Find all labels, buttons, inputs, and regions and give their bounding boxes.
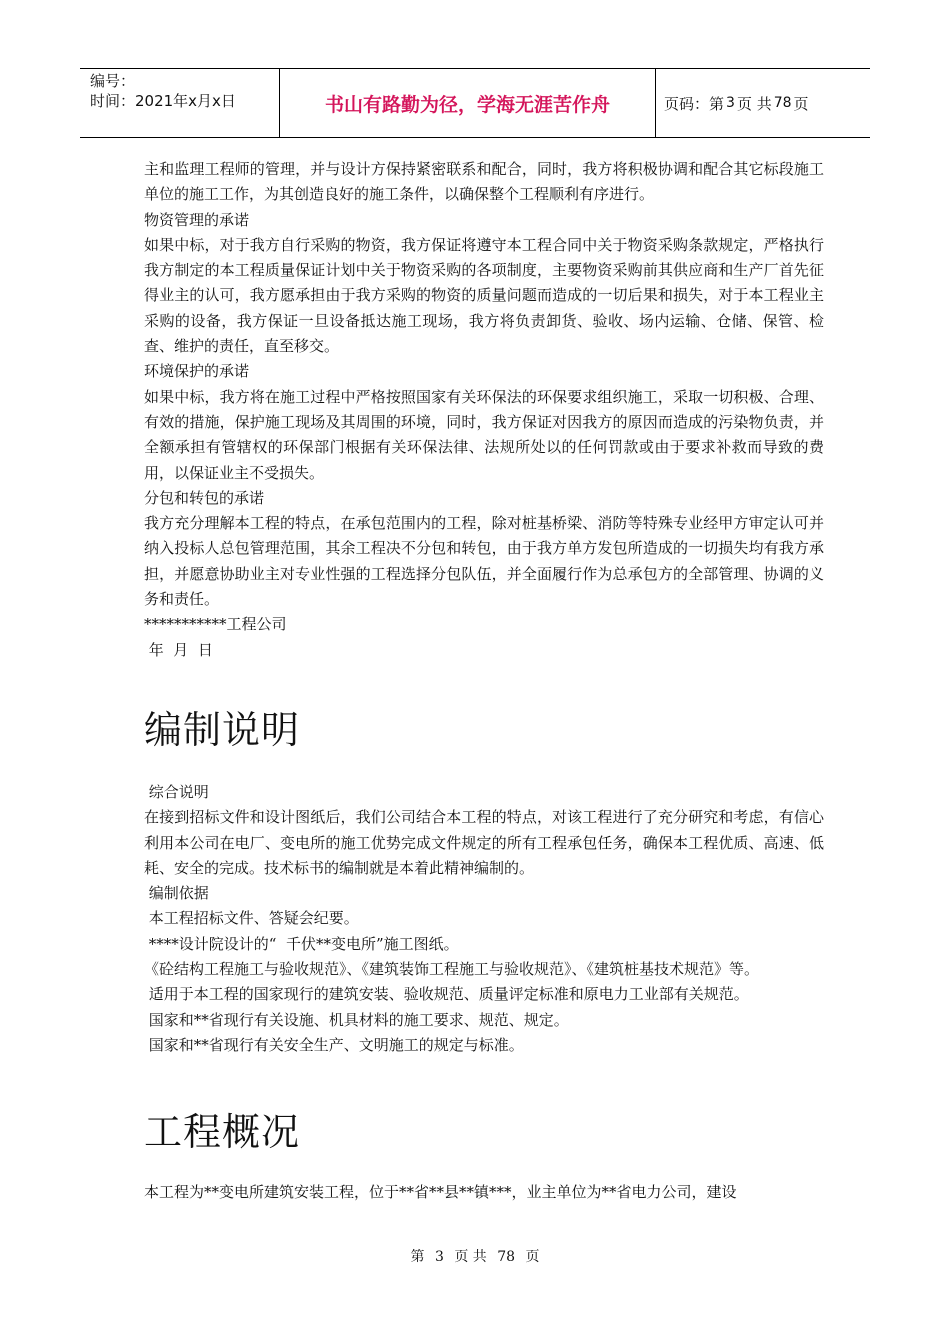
- basis-item: 适用于本工程的国家现行的建筑安装、验收规范、质量评定标准和原电力工业部有关规范。: [144, 985, 749, 1004]
- document-time: 时间：2021年x月x日: [90, 92, 236, 110]
- footer-page-current: 3: [434, 1249, 444, 1265]
- paragraph-summary: 在接到招标文件和设计图纸后，我们公司结合本工程的特点，对该工程进行了充分研究和考虑，有信心利用本公司在电厂、变电所的施工优势完成文件规定的所有工程承包任务，确保本工程优质、高速、低耗、安全的完成。技术标书的编制就是本着此精神编制的。: [144, 808, 824, 877]
- header-page-total: 78: [773, 95, 792, 111]
- header-page-prefix: 页码：第: [664, 94, 725, 113]
- section-title-overview: 工程概况: [144, 1110, 301, 1155]
- footer-page-total: 78: [497, 1249, 516, 1265]
- basis-item: ****设计院设计的“ 千伏**变电所”施工图纸。: [144, 934, 459, 953]
- basis-item: 国家和**省现行有关安全生产、文明施工的规定与标准。: [144, 1035, 524, 1054]
- paragraph-coordination: 主和监理工程师的管理，并与设计方保持紧密联系和配合，同时，我方将积极协调和配合其它标段施工单位的施工工作，为其创造良好的施工条件，以确保整个工程顺利有序进行。: [144, 160, 824, 204]
- header-page-info: [656, 69, 870, 137]
- heading-basis: 编制依据: [144, 884, 209, 903]
- basis-item: 《砼结构工程施工与验收规范》、《建筑装饰工程施工与验收规范》、《建筑桩基技术规范》等。: [144, 960, 760, 979]
- document-body: [144, 157, 824, 1206]
- paragraph-overview: 本工程为**变电所建筑安装工程，位于**省**县**镇***，业主单位为**省电力公司，建设: [144, 1183, 737, 1202]
- header-motto: 书山有路勤为径，学海无涯苦作舟: [280, 69, 656, 137]
- header-page-suffix: 页: [793, 94, 809, 113]
- paragraph-environment: 如果中标，我方将在施工过程中严格按照国家有关环保法的环保要求组织施工，采取一切积极、合理、有效的措施，保护施工现场及其周围的环境，同时，我方保证对因我方的原因而造成的污染物负责，并全额承担有管辖权的环保部门根据有关环保法律、法规所处以的任何罚款或由于要求补救而导致的费用，以保证业主不受损失。: [144, 387, 824, 482]
- page-footer: [0, 1246, 950, 1266]
- header-page-mid: 页 共: [736, 94, 772, 113]
- heading-material-commitment: 物资管理的承诺: [144, 210, 250, 229]
- paragraph-material: 如果中标，对于我方自行采购的物资，我方保证将遵守本工程合同中关于物资采购条款规定，严格执行我方制定的本工程质量保证计划中关于物资采购的各项制度，主要物资采购前其供应商和生产厂首先征得业主的认可，我方愿承担由于我方采购的物资的质量问题而造成的一切后果和损失，对于本工程业主采购的设备，我方保证一旦设备抵达施工现场，我方将负责卸货、验收、场内运输、仓储、保管、检查、维护的责任，直至移交。: [144, 235, 824, 356]
- heading-summary: 综合说明: [144, 782, 209, 801]
- heading-environment-commitment: 环境保护的承诺: [144, 362, 250, 381]
- header-page-current: 3: [726, 95, 735, 111]
- company-signature: ***********工程公司: [144, 615, 287, 634]
- footer-page-suffix: 页: [525, 1249, 540, 1265]
- footer-page-mid: 页 共: [454, 1249, 487, 1265]
- section-title-compile: 编制说明: [144, 707, 301, 752]
- paragraph-subcontract: 我方充分理解本工程的特点，在承包范围内的工程，除对桩基桥梁、消防等特殊专业经甲方审定认可并纳入投标人总包管理范围，其余工程决不分包和转包，由于我方单方发包所造成的一切损失均有我方承担，并愿意协助业主对专业性强的工程选择分包队伍，并全面履行作为总承包方的全部管理、协调的义务和责任。: [144, 514, 824, 609]
- signature-date: 年 月 日: [144, 640, 213, 659]
- document-code-label: 编号：: [90, 72, 136, 90]
- heading-subcontract-commitment: 分包和转包的承诺: [144, 488, 265, 507]
- basis-item: 国家和**省现行有关设施、机具材料的施工要求、规范、规定。: [144, 1010, 569, 1029]
- header-meta: [80, 69, 280, 137]
- footer-page-prefix: 第: [410, 1249, 425, 1265]
- page-header: [80, 68, 870, 138]
- basis-item: 本工程招标文件、答疑会纪要。: [144, 909, 359, 928]
